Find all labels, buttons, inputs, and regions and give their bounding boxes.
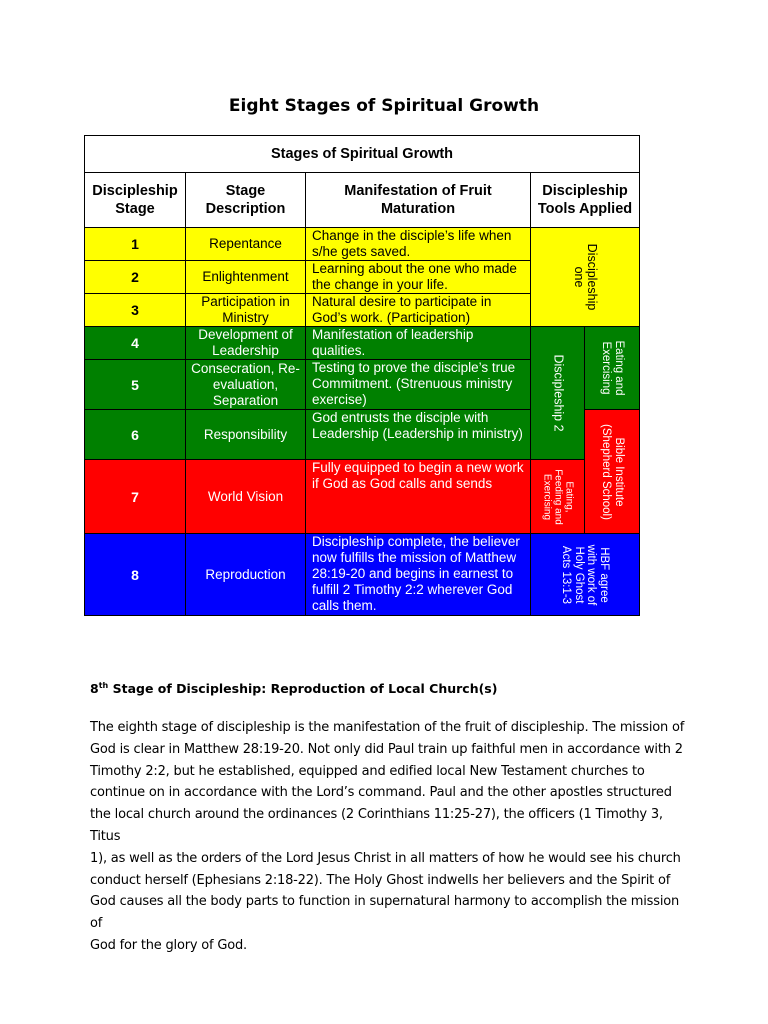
tool-discipleship-two: Discipleship 2 bbox=[531, 327, 585, 460]
section-heading: 8th Stage of Discipleship: Reproduction of Local Church(s) bbox=[90, 681, 498, 697]
tool-bible-institute: Bible Institute (Shepherd School) bbox=[585, 410, 640, 534]
stage-description: World Vision bbox=[186, 460, 306, 534]
stage-description: Repentance bbox=[186, 228, 306, 261]
table-row bbox=[85, 228, 640, 261]
stages-table bbox=[84, 135, 640, 616]
table-row bbox=[85, 460, 640, 534]
stage-number: 4 bbox=[85, 327, 186, 360]
body-paragraph bbox=[90, 717, 690, 957]
tool-discipleship-one: Discipleship one bbox=[531, 228, 640, 327]
body-line: the local church around the ordinances (2 Corinthians 11:25-27), the officers (1 Timothy 3, Titus bbox=[90, 807, 663, 844]
header-manifestation: Manifestation of Fruit Maturation bbox=[306, 173, 531, 228]
tool-eating-exercising: Eating and Exercising bbox=[585, 327, 640, 410]
body-line: God causes all the body parts to function in supernatural harmony to accomplish the mission of bbox=[90, 894, 680, 932]
body-line: God is clear in Matthew 28:19-20. Not only did Paul train up faithful men in accordance with 2 bbox=[90, 741, 683, 757]
stage-description: Responsibility bbox=[186, 410, 306, 460]
stage-manifestation: Testing to prove the disciple’s true Commitment. (Strenuous ministry exercise) bbox=[306, 360, 531, 410]
table-row bbox=[85, 534, 640, 616]
body-line: God for the glory of God. bbox=[90, 937, 247, 953]
body-line: Timothy 2:2, but he established, equipped and edified local New Testament churches to bbox=[90, 763, 645, 779]
stage-number: 3 bbox=[85, 294, 186, 327]
stage-number: 7 bbox=[85, 460, 186, 534]
body-line: conduct herself (Ephesians 2:18-22). The Holy Ghost indwells her believers and the Spirit of bbox=[90, 872, 671, 888]
stage-manifestation: Manifestation of leadership qualities. bbox=[306, 327, 531, 360]
stage-description: Participation in Ministry bbox=[186, 294, 306, 327]
header-stage: Discipleship Stage bbox=[85, 173, 186, 228]
stage-number: 2 bbox=[85, 261, 186, 294]
stage-description: Development of Leadership bbox=[186, 327, 306, 360]
stage-number: 8 bbox=[85, 534, 186, 616]
stage-description: Consecration, Re-evaluation, Separation bbox=[186, 360, 306, 410]
stage-number: 6 bbox=[85, 410, 186, 460]
stage-manifestation: Change in the disciple’s life when s/he gets saved. bbox=[306, 228, 531, 261]
table-caption: Stages of Spiritual Growth bbox=[85, 136, 640, 173]
stage-description: Enlightenment bbox=[186, 261, 306, 294]
stage-manifestation: Learning about the one who made the change in your life. bbox=[306, 261, 531, 294]
body-line: continue on in accordance with the Lord’s command. Paul and the other apostles structured bbox=[90, 785, 672, 801]
body-line: The eighth stage of discipleship is the manifestation of the fruit of discipleship. The mission of bbox=[90, 720, 685, 735]
tool-eating-feeding-exercising: Eating, Feeding and Exercising bbox=[531, 460, 585, 534]
stage-number: 1 bbox=[85, 228, 186, 261]
body-line: 1), as well as the orders of the Lord Jesus Christ in all matters of how he would see his church bbox=[90, 850, 681, 866]
stage-description: Reproduction bbox=[186, 534, 306, 616]
tool-hbf: HBF agree with work of Holy Ghost Acts 13:1-3 bbox=[531, 534, 640, 616]
stage-manifestation: Fully equipped to begin a new work if God as God calls and sends bbox=[306, 460, 531, 534]
stage-manifestation: Discipleship complete, the believer now fulfills the mission of Matthew 28:19-20 and begins in earnest to fulfill 2 Timothy 2:2 wherever God calls them. bbox=[306, 534, 531, 616]
table-row bbox=[85, 327, 640, 360]
stage-number: 5 bbox=[85, 360, 186, 410]
header-description: Stage Description bbox=[186, 173, 306, 228]
header-tools: Discipleship Tools Applied bbox=[531, 173, 640, 228]
document-title: Eight Stages of Spiritual Growth bbox=[228, 96, 540, 116]
stage-manifestation: Natural desire to participate in God’s work. (Participation) bbox=[306, 294, 531, 327]
stage-manifestation: God entrusts the disciple with Leadership (Leadership in ministry) bbox=[306, 410, 531, 460]
